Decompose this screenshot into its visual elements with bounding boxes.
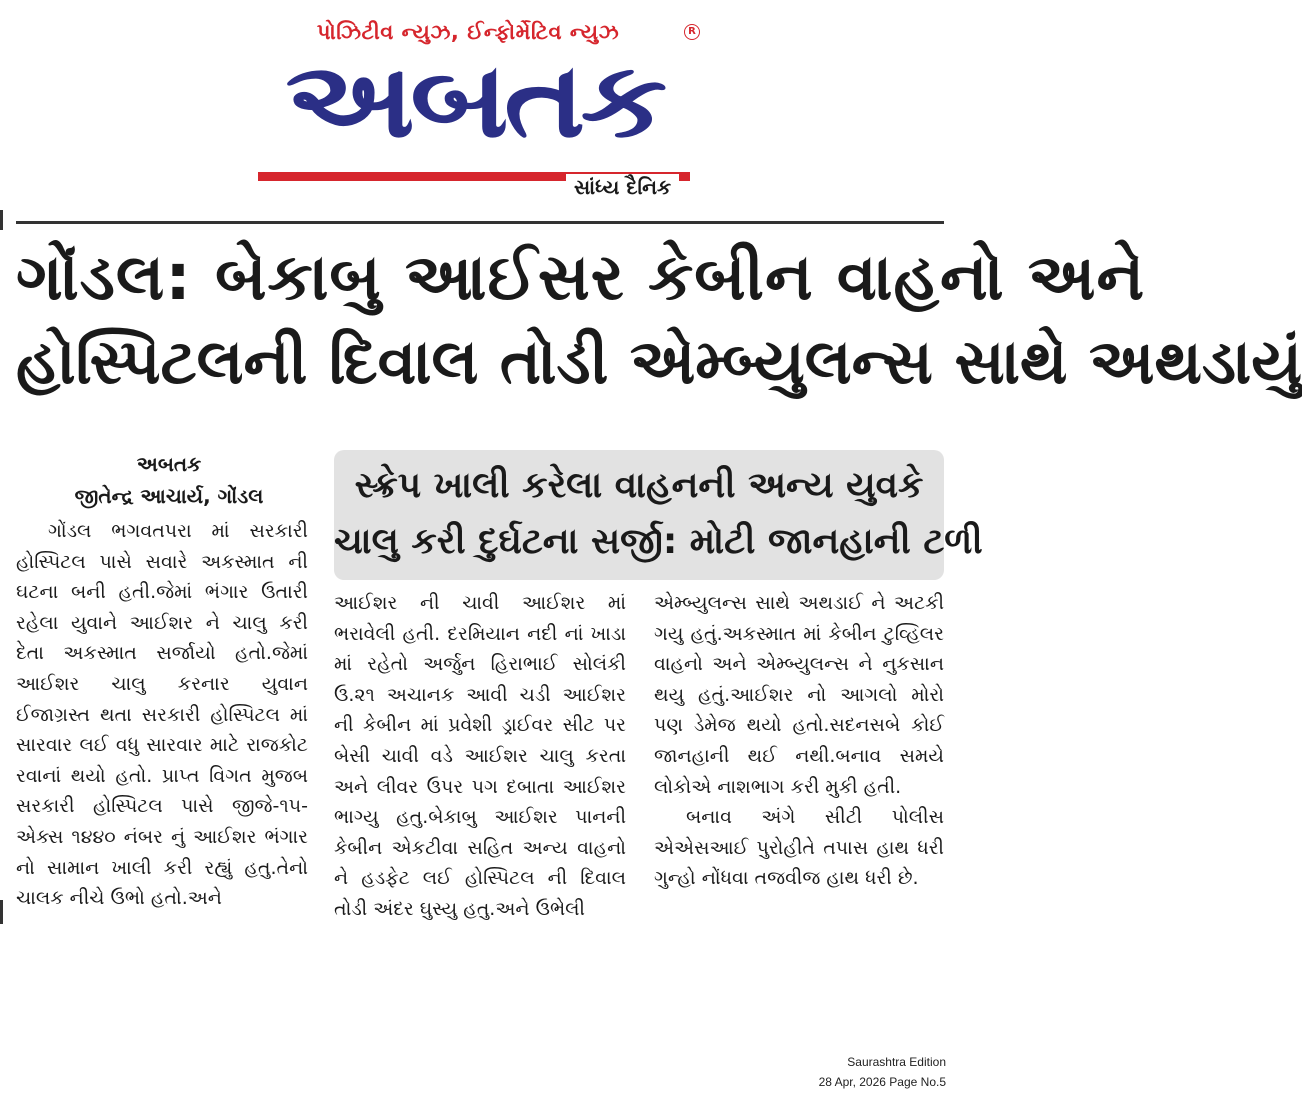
edition-type-label: સાંધ્ય દૈનિક [566, 174, 679, 200]
article-paragraph: એમ્બ્યુલન્સ સાથે અથડાઈ ને અટકી ગયુ હતું.અકસ્માત માં કેબીન ટુવ્હિલર વાહનો અને એમ્બ્યુલન્સ ને નુકસાન થયુ હતું.આઈશર નો આગલો મોરો પણ ડેમેજ થયો હતો.સદનસબે કોઈ જાનહાની થઈ નથી.બનાવ સમયે લોકોએ નાશભાગ કરી મુકી હતી. [654, 592, 944, 798]
article-column-3 [654, 588, 944, 894]
byline [16, 448, 322, 512]
article-paragraph: બનાવ અંગે સીટી પોલીસ એએસઆઈ પુરોહીતે તપાસ હાથ ધરી ગુન્હો નોંધવા તજવીજ હાથ ધરી છે. [654, 806, 944, 890]
article-column-1 [16, 516, 308, 914]
subheadline-line-2: ચાલુ કરી દુર્ઘટના સર્જી: મોટી જાનહાની ટળી [334, 521, 983, 562]
crop-mark [0, 210, 3, 230]
article-paragraph: આઈશર ની ચાવી આઈશર માં ભરાવેલી હતી. દરમિયાન નદી નાં ખાડા માં રહેતો અર્જુન હિરાભાઈ સોલંકી ઉ.૨૧ અચાનક આવી ચડી આઈશર ની કેબીન માં પ્રવેશી ડ્રાઈવર સીટ પર બેસી ચાવી વડે આઈશર ચાલુ કરતા અને લીવર ઉપર પગ દબાતા આઈશર ભાગ્યુ હતુ.બેકાબુ આઈશર પાનની કેબીન એકટીવા સહિત અન્ય વાહનો ને હડફેટ લઈ હોસ્પિટલ ની દિવાલ તોડી અંદર ઘુસ્યુ હતુ.અને ઉભેલી [334, 592, 626, 920]
crop-mark [0, 900, 3, 924]
article-column-2 [334, 588, 626, 925]
headline-line-1: ગોંડલ: બેકાબુ આઈસર કેબીન વાહનો અને [16, 241, 1146, 315]
registered-mark-icon: R [684, 24, 700, 40]
footer-edition: Saurashtra Edition [847, 1055, 946, 1069]
byline-source: અબતક [136, 452, 202, 476]
masthead [0, 0, 956, 215]
article-paragraph: ગોંડલ ભગવતપરા માં સરકારી હોસ્પિટલ પાસે સવારે અકસ્માત ની ઘટના બની હતી.જેમાં ભંગાર ઉતારી રહેલા યુવાને આઈશર ને ચાલુ કરી દેતા અકસ્માત સર્જાયો હતો.જેમાં આઈશર ચાલુ કરનાર યુવાન ઈજાગ્રસ્ત થતા સરકારી હોસ્પિટલ માં સારવાર લઈ વધુ સારવાર માટે રાજકોટ રવાનાં થયો હતો. પ્રાપ્ત વિગત મુજબ સરકારી હોસ્પિટલ પાસે જીજે-૧૫-એક્સ ૧૪૪૦ નંબર નું આઈશર ભંગાર નો સામાન ખાલી કરી રહ્યું હતુ.તેનો ચાલક નીચે ઉભો હતો.અને [16, 520, 308, 910]
header-divider [16, 221, 944, 224]
headline-line-2: હોસ્પિટલની દિવાલ તોડી એમ્બ્યુલન્સ સાથે અથડાયું [16, 325, 1302, 398]
article-headline [16, 236, 1302, 404]
masthead-tagline: પોઝિટીવ ન્યુઝ, ઈન્ફોર્મેટિવ ન્યુઝ [316, 20, 620, 44]
article-subheadline [334, 450, 983, 580]
footer-date-page: 28 Apr, 2026 Page No.5 [818, 1075, 946, 1089]
newspaper-logo: અબતક [285, 39, 663, 161]
subheadline-line-1: સ્ક્રેપ ખાલી કરેલા વાહનની અન્ય યુવકે [354, 465, 924, 506]
byline-author: જીતેન્દ્ર આચાર્ય, ગોંડલ [74, 484, 264, 508]
